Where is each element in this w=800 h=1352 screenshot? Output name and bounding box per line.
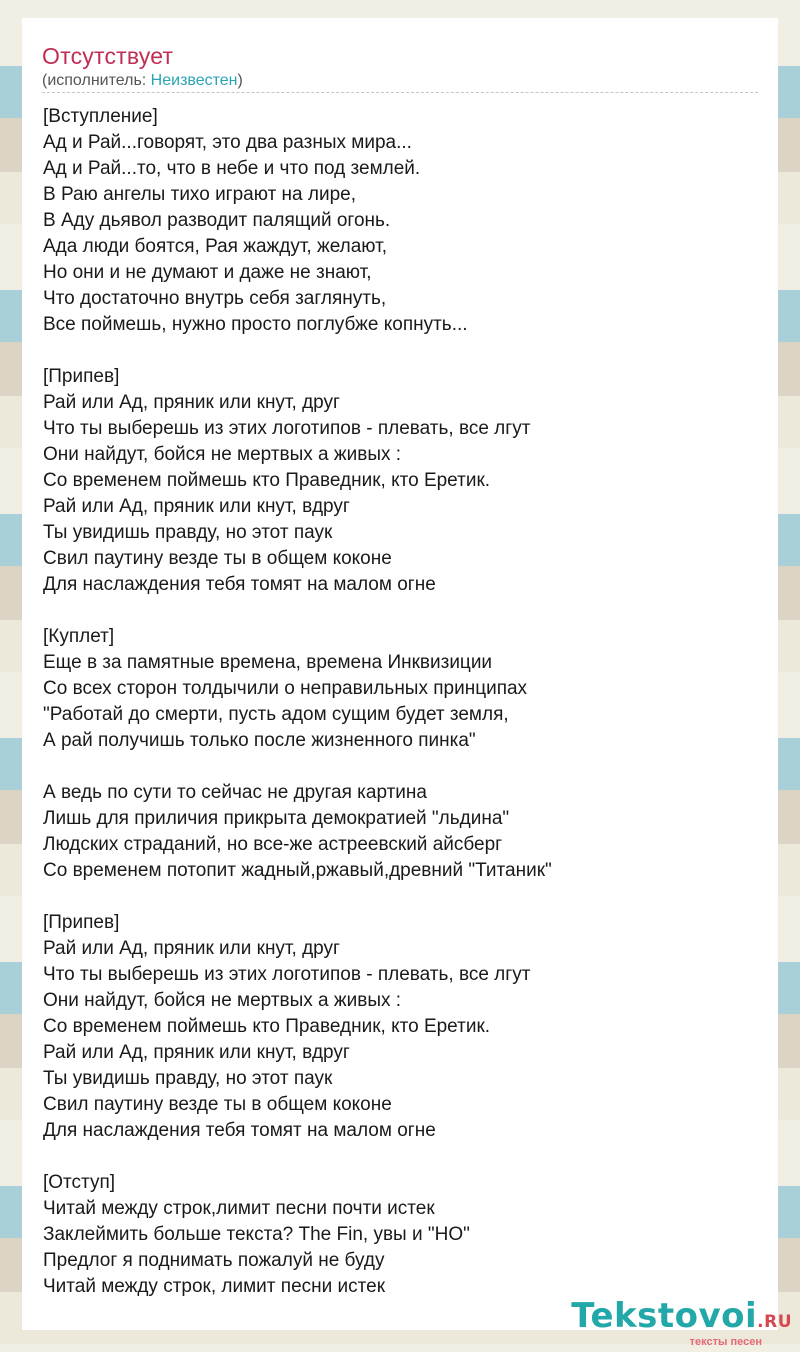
lyric-line: Читай между строк,лимит песни почти истек [43, 1198, 435, 1219]
lyric-line: Рай или Ад, пряник или кнут, вдруг [43, 496, 350, 517]
lyric-line: Ты увидишь правду, но этот паук [43, 1068, 333, 1089]
lyric-line: Рай или Ад, пряник или кнут, вдруг [43, 1042, 350, 1063]
lyric-line: [Вступление] [43, 106, 158, 127]
lyric-line: Еще в за памятные времена, времена Инквизиции [43, 652, 493, 673]
lyrics-card [22, 18, 778, 1330]
artist-line [42, 70, 758, 92]
lyric-line: Предлог я поднимать пожалуй не буду [43, 1250, 385, 1271]
lyric-line: А рай получишь только после жизненного пинка" [43, 730, 476, 751]
lyric-line: Что ты выберешь из этих логотипов - плевать, все лгут [43, 964, 531, 985]
lyric-line: Со временем поймешь кто Праведник, кто Еретик. [43, 1016, 491, 1037]
lyric-line: Заклеймить больше текста? The Fin, увы и "НО" [43, 1224, 470, 1245]
lyric-line: [Припев] [43, 912, 120, 933]
artist-suffix: ) [237, 72, 243, 89]
lyric-line: Со временем потопит жадный,ржавый,древний "Титаник" [43, 860, 552, 881]
blank-line [43, 754, 758, 780]
lyric-line: Все поймешь, нужно просто поглубже копнуть... [43, 314, 468, 335]
logo-wordmark [571, 1298, 792, 1340]
lyric-line: Читай между строк, лимит песни истек [43, 1276, 385, 1297]
lyric-line: Рай или Ад, пряник или кнут, друг [43, 938, 340, 959]
header-divider [42, 92, 758, 93]
lyric-line: А ведь по сути то сейчас не другая картина [43, 782, 427, 803]
blank-line [43, 884, 758, 910]
lyric-line: В Раю ангелы тихо играют на лире, [43, 184, 357, 205]
lyrics-text [43, 104, 758, 1300]
lyric-line: Для наслаждения тебя томят на малом огне [43, 574, 436, 595]
blank-line [43, 598, 758, 624]
lyric-line: Для наслаждения тебя томят на малом огне [43, 1120, 436, 1141]
lyric-line: Людских страданий, но все-же астреевский айсберг [43, 834, 503, 855]
blank-line [43, 1144, 758, 1170]
lyric-line: Рай или Ад, пряник или кнут, друг [43, 392, 340, 413]
lyric-line: Свил паутину везде ты в общем коконе [43, 548, 392, 569]
lyric-line: [Куплет] [43, 626, 115, 647]
lyric-line: Что ты выберешь из этих логотипов - плевать, все лгут [43, 418, 531, 439]
logo-tagline: тексты песен [689, 1336, 762, 1348]
lyric-line: Ты увидишь правду, но этот паук [43, 522, 333, 543]
lyric-line: Ад и Рай...говорят, это два разных мира... [43, 132, 412, 153]
artist-prefix: (исполнитель: [42, 72, 151, 89]
song-title: Отсутствует [42, 43, 174, 69]
lyric-line: Но они и не думают и даже не знают, [43, 262, 372, 283]
lyric-line: Ад и Рай...то, что в небе и что под землей. [43, 158, 421, 179]
logo-tld: .RU [757, 1312, 792, 1332]
logo-name: Tekstovoi [571, 1296, 758, 1336]
lyric-line: [Отступ] [43, 1172, 116, 1193]
artist-link[interactable]: Неизвестен [150, 72, 238, 89]
lyric-line: Они найдут, бойся не мертвых а живых : [43, 990, 402, 1011]
lyric-line: Ада люди боятся, Рая жаждут, желают, [43, 236, 387, 257]
blank-line [43, 338, 758, 364]
song-header [42, 42, 758, 92]
lyric-line: Лишь для приличия прикрыта демократией "льдина" [43, 808, 510, 829]
lyric-line: Со всех сторон толдычили о неправильных принципах [43, 678, 528, 699]
lyric-line: Они найдут, бойся не мертвых а живых : [43, 444, 402, 465]
lyric-line: Со временем поймешь кто Праведник, кто Еретик. [43, 470, 491, 491]
lyric-line: Свил паутину везде ты в общем коконе [43, 1094, 392, 1115]
lyric-line: "Работай до смерти, пусть адом сущим будет земля, [43, 704, 509, 725]
lyric-line: [Припев] [43, 366, 120, 387]
lyric-line: В Аду дьявол разводит палящий огонь. [43, 210, 391, 231]
site-logo[interactable] [571, 1298, 792, 1348]
lyric-line: Что достаточно внутрь себя заглянуть, [43, 288, 387, 309]
